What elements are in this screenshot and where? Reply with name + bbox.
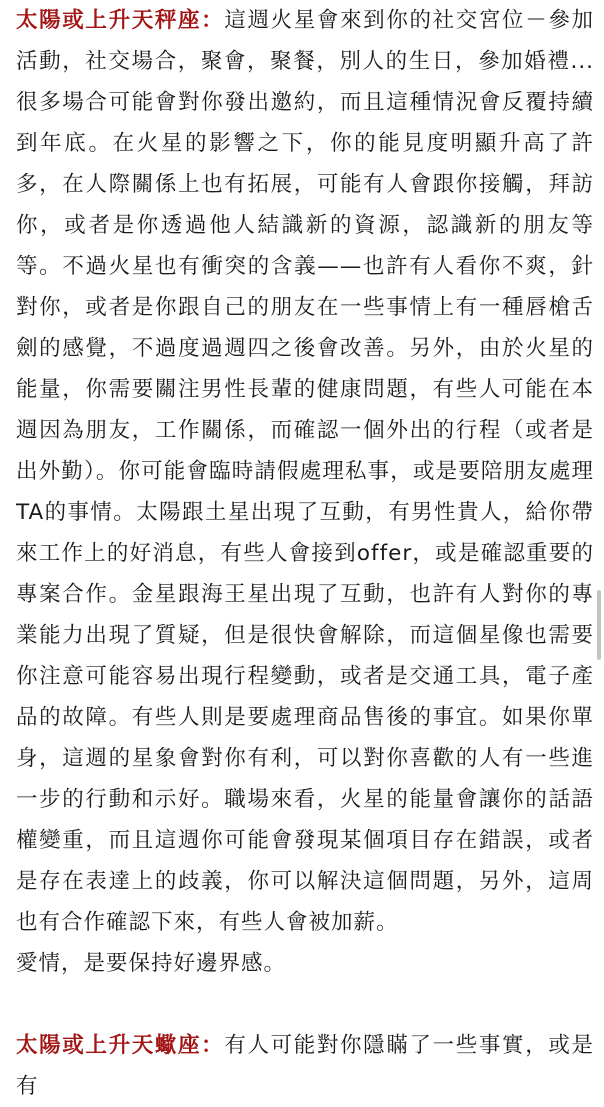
scorpio-paragraph bbox=[16, 1025, 594, 1107]
scorpio-body: 有人可能對你隱瞞了一些事實，或是有 bbox=[16, 1033, 594, 1099]
vertical-scrollbar[interactable] bbox=[597, 590, 601, 660]
scorpio-heading: 太陽或上升天蠍座： bbox=[16, 1033, 225, 1058]
libra-body: 這週火星會來到你的社交宮位－參加活動，社交場合，聚會，聚餐，別人的生日，參加婚禮...很多場合可能會對你發出邀約，而且這種情況會反覆持續到年底。在火星的影響之下，你的能見度明顯升高了許多，在人際關係上也有拓展，可能有人會跟你接觸，拜訪你，或者是你透過他人結識新的資源，認識新的朋友等等。不過火星也有衝突的含義——也許有人看你不爽，針對你，或者是你跟自己的朋友在一些事情上有一種唇槍舌劍的感覺，不過度過週四之後會改善。另外，由於火星的能量，你需要關注男性長輩的健康問題，有些人可能在本週因為朋友，工作關係，而確認一個外出的行程（或者是出外勤）。你可能會臨時請假處理私事，或是要陪朋友處理TA的事情。太陽跟土星出現了互動，有男性貴人，給你帶來工作上的好消息，有些人會接到offer，或是確認重要的專案合作。金星跟海王星出現了互動，也許有人對你的專業能力出現了質疑，但是很快會解除，而這個星像也需要你注意可能容易出現行程變動，或者是交通工具，電子產品的故障。有些人則是要處理商品售後的事宜。如果你單身，這週的星象會對你有利，可以對你喜歡的人有一些進一步的行動和示好。職場來看，火星的能量會讓你的話語權變重，而且這週你可能會發現某個項目存在錯誤，或者是存在表達上的歧義，你可以解決這個問題，另外，這周也有合作確認下來，有些人會被加薪。 bbox=[16, 8, 594, 935]
section-gap bbox=[16, 984, 594, 1025]
libra-heading: 太陽或上升天秤座： bbox=[16, 8, 225, 33]
article-content bbox=[16, 0, 594, 1107]
libra-paragraph bbox=[16, 0, 594, 943]
libra-love-paragraph: 愛情，是要保持好邊界感。 bbox=[16, 951, 287, 976]
